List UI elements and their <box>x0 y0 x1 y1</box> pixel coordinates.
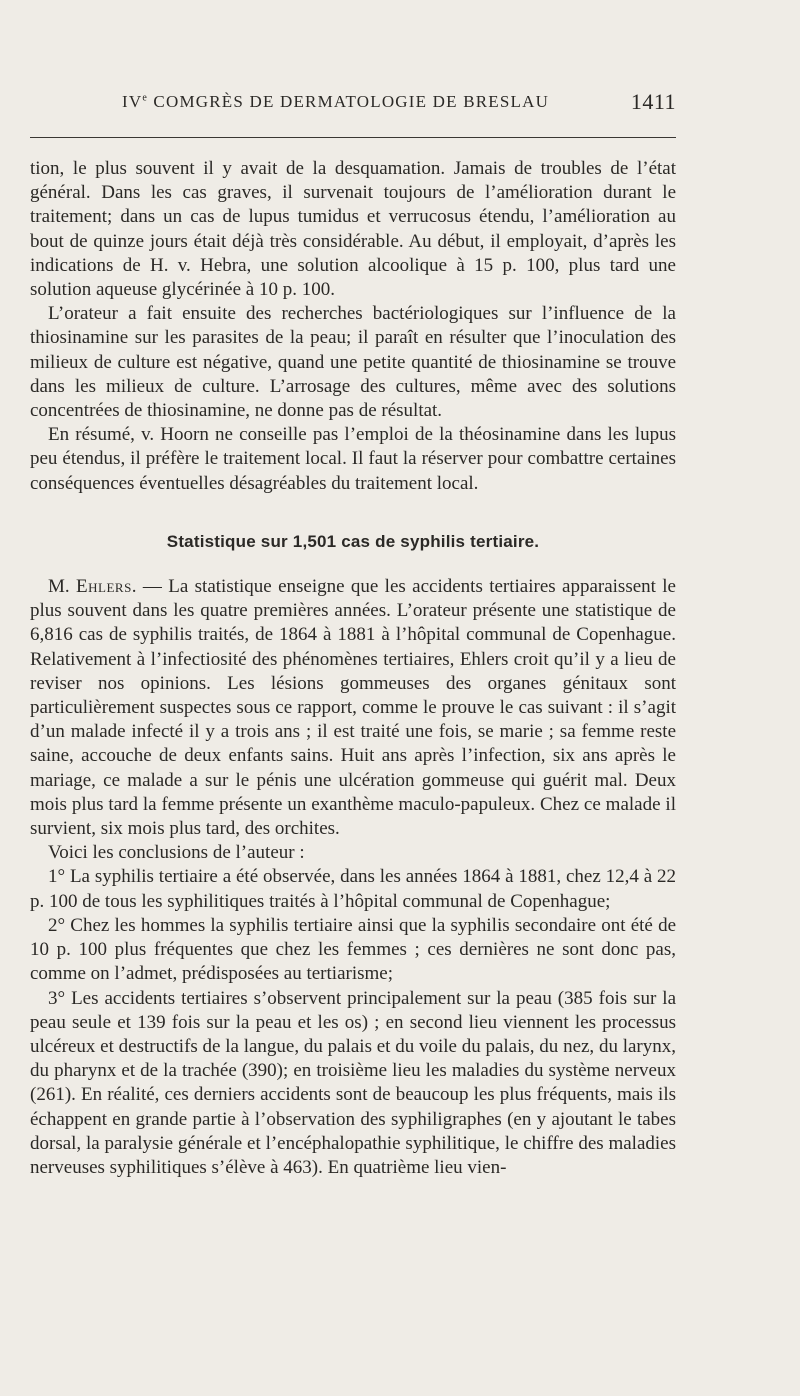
conclusion-item-3: 3° Les accidents tertiaires s’observent principalement sur la peau (385 fois sur la peau seule et 139 fois sur la peau et les os) ; en second lieu viennent les processus ulcéreux et destructifs de la langue, du palais et du voile du palais, du nez, du larynx, du pharynx et de la trachée (390); en troisième lieu les maladies du système nerveux (261). En réalité, ces derniers accidents sont de beaucoup les plus fréquents, mais ils échappent en grande partie à l’observation des syphiligraphes (en y ajoutant le tabes dorsal, la paralysie générale et l’encéphalopathie syphilitique, le chiffre des maladies nerveuses syphilitiques s’élève à 463). En quatrième lieu vien- <box>30 987 676 1178</box>
running-title-superscript: e <box>142 92 148 104</box>
page-number: 1411 <box>630 89 676 114</box>
running-title-prefix: IV <box>122 92 143 111</box>
paragraph-continuation: tion, le plus souvent il y avait de la desquamation. Jamais de troubles de l’état général. Dans les cas graves, il survenait toujours de l’amélioration durant le traitement; dans un cas de lupus tumidus et verrucosus étendu, l’amélioration au bout de quinze jours était déjà très considérable. Au début, il employait, d’après les indications de H. v. Hebra, une solution alcoolique à 15 p. 100, plus tard une solution aqueuse glycérinée à 10 p. 100. <box>30 158 676 301</box>
body-text <box>30 157 676 1180</box>
speaker-prefix: M. <box>48 576 77 598</box>
page-header <box>30 89 676 128</box>
speaker-text: . — La statistique enseigne que les accidents tertiaires apparaissent le plus souvent dans les quatre premières années. L’orateur présente une statistique de 6,816 cas de syphilis traités, de 1864 à 1881 à l’hôpital communal de Copenhague. Relativement à l’infectiosité des phénomènes tertiaires, Ehlers croit qu’il y a lieu de reviser nos opinions. Les lésions gommeuses des organes génitaux sont particulièrement suspectes sous ce rapport, comme le prouve le cas suivant : il s’agit d’un malade infecté il y a trois ans ; il est traité une fois, se marie ; sa femme reste saine, accouche de deux enfants sains. Huit ans après l’infection, six ans après le mariage, ce malade a sur le pénis une ulcération gommeuse qui guérit mal. Deux mois plus tard la femme présente un exanthème maculo-papuleux. Chez ce malade il survient, six mois plus tard, des orchites. <box>30 576 676 840</box>
running-title-text: COMGRÈS DE DERMATOLOGIE DE BRESLAU <box>147 92 550 111</box>
running-title <box>122 92 549 112</box>
speaker-name: Ehlers <box>76 576 132 598</box>
header-rule <box>30 137 676 138</box>
conclusion-item-2: 2° Chez les hommes la syphilis tertiaire ainsi que la syphilis secondaire ont été de 10 p. 100 plus fréquentes que chez les femmes ; ces dernières ne sont donc pas, comme on l’admet, prédisposées au tertiarisme; <box>30 914 676 985</box>
paragraph-bacteriology: L’orateur a fait ensuite des recherches bactériologiques sur l’influence de la thiosinamine sur les parasites de la peau; il paraît en résulter que l’inoculation des milieux de culture est négative, quand une petite quantité de thiosinamine se trouve dans les milieux de culture. L’arrosage des cultures, même avec des solutions concentrées de thiosinamine, ne donne pas de résultat. <box>30 303 676 422</box>
paragraph-conclusions-intro: Voici les conclusions de l’auteur : <box>48 842 305 864</box>
paragraph-ehlers <box>30 575 676 841</box>
paragraph-summary: En résumé, v. Hoorn ne conseille pas l’emploi de la théosinamine dans les lupus peu étendus, il préfère le traitement local. Il faut la réserver pour combattre certaines conséquences éventuelles désagréables du traitement local. <box>30 424 676 494</box>
section-title: Statistique sur 1,501 cas de syphilis tertiaire. <box>166 531 540 551</box>
conclusion-item-1: 1° La syphilis tertiaire a été observée, dans les années 1864 à 1881, chez 12,4 à 22 p. 100 de tous les syphilitiques traités à l’hôpital communal de Copenhague; <box>30 866 676 912</box>
